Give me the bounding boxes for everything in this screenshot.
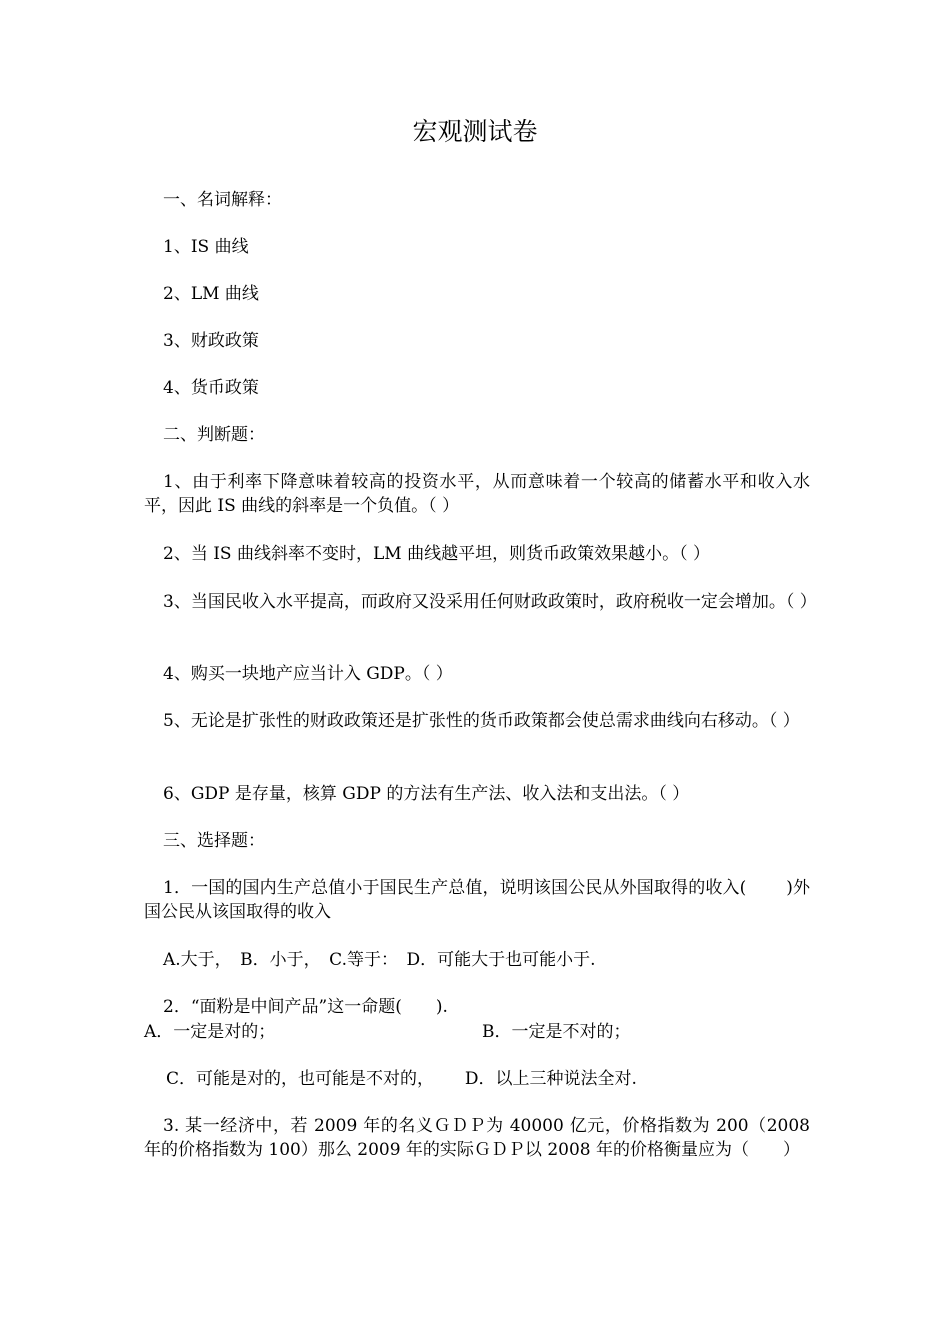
question-2-options-cd: C．可能是对的，也可能是不对的， D．以上三种说法全对. — [166, 1069, 637, 1089]
term-item: 3、财政政策 — [163, 331, 259, 351]
question-2-option-b: B．一定是不对的； — [482, 1022, 631, 1042]
true-false-item: 6、GDP 是存量，核算 GDP 的方法有生产法、收入法和支出法。（ ） — [163, 784, 690, 804]
true-false-item: 1、由于利率下降意味着较高的投资水平，从而意味着一个较高的储蓄水平和收入水平，因此 IS 曲线的斜率是一个负值。（ ） — [144, 472, 810, 516]
true-false-item: 5、无论是扩张性的财政政策还是扩张性的货币政策都会使总需求曲线向右移动。（ ） — [163, 711, 800, 731]
true-false-item: 2、当 IS 曲线斜率不变时，LM 曲线越平坦，则货币政策效果越小。（ ） — [163, 544, 710, 564]
question-2-stem: 2．“面粉是中间产品”这一命题( ). — [163, 997, 448, 1017]
question-2-option-a: A．一定是对的； — [144, 1022, 276, 1042]
question-1-options: A.大于， B．小于， C.等于： D．可能大于也可能小于. — [163, 950, 596, 970]
question-1-stem: 1．一国的国内生产总值小于国民生产总值，说明该国公民从外国取得的收入( )外国公民从该国取得的收入 — [144, 878, 810, 922]
true-false-item: 4、购买一块地产应当计入 GDP。（ ） — [163, 664, 453, 684]
section-2-heading: 二、判断题： — [163, 425, 265, 445]
section-3-heading: 三、选择题： — [163, 831, 265, 851]
true-false-item: 3、当国民收入水平提高，而政府又没采用任何财政政策时，政府税收一定会增加。（ ） — [163, 592, 817, 612]
term-item: 4、货币政策 — [163, 378, 259, 398]
term-item: 2、LM 曲线 — [163, 284, 259, 304]
section-1-heading: 一、名词解释： — [163, 190, 282, 210]
page-title: 宏观测试卷 — [412, 117, 538, 146]
question-3-stem: 3. 某一经济中，若 2009 年的名义ＧＤＰ为 40000 亿元，价格指数为 200（2008 年的价格指数为 100）那么 2009 年的实际ＧＤＰ以 2008 年的价格衡量应为（ ） — [144, 1116, 810, 1160]
term-item: 1、IS 曲线 — [163, 237, 249, 257]
